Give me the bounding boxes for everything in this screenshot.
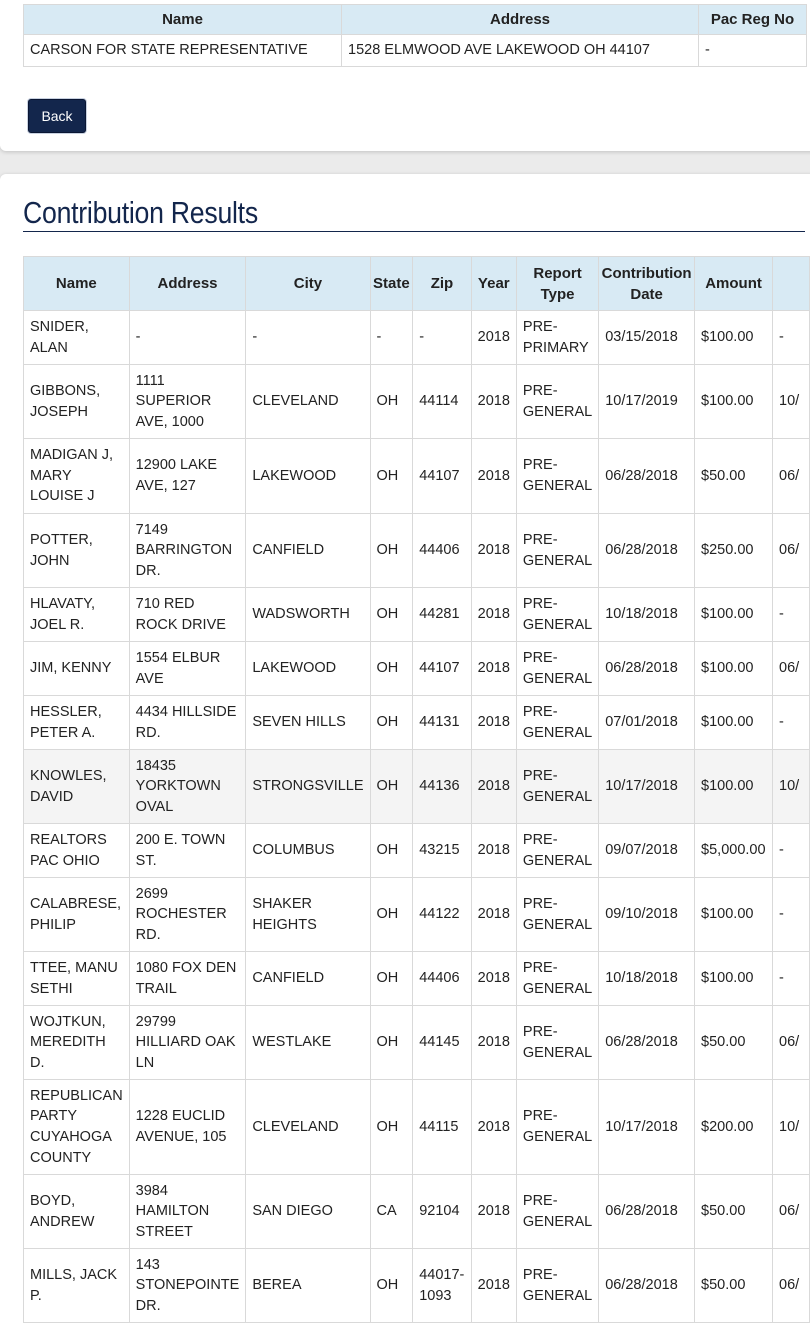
table-row [24, 311, 810, 365]
cell-address: 2699 ROCHESTER RD. [129, 878, 246, 952]
cell-amount: $50.00 [695, 1249, 773, 1323]
header-amount: Amount [695, 257, 773, 311]
cell-report-type: PRE-GENERAL [516, 642, 598, 696]
cell-name: CALABRESE, PHILIP [24, 878, 130, 952]
cell-date: 03/15/2018 [599, 311, 695, 365]
back-button[interactable]: Back [28, 99, 86, 133]
cell-zip: 44145 [413, 1006, 471, 1080]
cell-year: 2018 [471, 1006, 516, 1080]
table-row [24, 952, 810, 1006]
header-extra [773, 257, 810, 311]
cell-amount: $100.00 [695, 365, 773, 439]
table-row [24, 1006, 810, 1080]
cell-extra: - [773, 824, 810, 878]
cell-address: 1554 ELBUR AVE [129, 642, 246, 696]
cell-amount: $5,000.00 [695, 824, 773, 878]
cell-city: WADSWORTH [246, 588, 370, 642]
committee-address: 1528 ELMWOOD AVE LAKEWOOD OH 44107 [342, 35, 699, 67]
cell-report-type: PRE-GENERAL [516, 588, 598, 642]
header-address: Address [129, 257, 246, 311]
cell-report-type: PRE-GENERAL [516, 514, 598, 588]
cell-year: 2018 [471, 952, 516, 1006]
cell-year: 2018 [471, 311, 516, 365]
cell-zip: 44122 [413, 878, 471, 952]
cell-address: - [129, 311, 246, 365]
cell-name: MILLS, JACK P. [24, 1249, 130, 1323]
cell-state: OH [370, 439, 413, 514]
cell-report-type: PRE-GENERAL [516, 365, 598, 439]
cell-extra: 06/ [773, 514, 810, 588]
cell-state: OH [370, 952, 413, 1006]
header-city: City [246, 257, 370, 311]
cell-state: OH [370, 514, 413, 588]
cell-date: 10/18/2018 [599, 952, 695, 1006]
cell-amount: $100.00 [695, 311, 773, 365]
header-report-type: Report Type [516, 257, 598, 311]
cell-name: REALTORS PAC OHIO [24, 824, 130, 878]
cell-zip: 44406 [413, 514, 471, 588]
cell-state: OH [370, 642, 413, 696]
table-row [24, 1175, 810, 1249]
table-row [24, 365, 810, 439]
cell-city: SAN DIEGO [246, 1175, 370, 1249]
cell-extra: - [773, 696, 810, 750]
cell-zip: - [413, 311, 471, 365]
cell-city: CANFIELD [246, 952, 370, 1006]
table-row [24, 1249, 810, 1323]
cell-name: HLAVATY, JOEL R. [24, 588, 130, 642]
cell-city: LAKEWOOD [246, 642, 370, 696]
committee-header-row [24, 5, 807, 35]
cell-date: 10/17/2018 [599, 1080, 695, 1175]
cell-address: 143 STONEPOINTE DR. [129, 1249, 246, 1323]
table-row [24, 750, 810, 824]
cell-amount: $250.00 [695, 514, 773, 588]
cell-date: 06/28/2018 [599, 642, 695, 696]
cell-state: OH [370, 1006, 413, 1080]
cell-zip: 44136 [413, 750, 471, 824]
cell-extra: 06/ [773, 1175, 810, 1249]
cell-address: 710 RED ROCK DRIVE [129, 588, 246, 642]
cell-date: 06/28/2018 [599, 1006, 695, 1080]
cell-name: GIBBONS, JOSEPH [24, 365, 130, 439]
cell-report-type: PRE-PRIMARY [516, 311, 598, 365]
cell-city: CLEVELAND [246, 365, 370, 439]
cell-state: CA [370, 1175, 413, 1249]
cell-address: 3984 HAMILTON STREET [129, 1175, 246, 1249]
cell-city: CANFIELD [246, 514, 370, 588]
committee-header-pac-reg-no: Pac Reg No [699, 5, 807, 35]
committee-header-address: Address [342, 5, 699, 35]
cell-state: OH [370, 365, 413, 439]
cell-name: BOYD, ANDREW [24, 1175, 130, 1249]
header-state: State [370, 257, 413, 311]
cell-date: 07/01/2018 [599, 696, 695, 750]
cell-date: 09/10/2018 [599, 878, 695, 952]
cell-report-type: PRE-GENERAL [516, 878, 598, 952]
cell-state: OH [370, 824, 413, 878]
cell-name: REPUBLICAN PARTY CUYAHOGA COUNTY [24, 1080, 130, 1175]
cell-city: CLEVELAND [246, 1080, 370, 1175]
cell-date: 06/28/2018 [599, 439, 695, 514]
cell-address: 1228 EUCLID AVENUE, 105 [129, 1080, 246, 1175]
cell-city: COLUMBUS [246, 824, 370, 878]
cell-city: LAKEWOOD [246, 439, 370, 514]
cell-city: BEREA [246, 1249, 370, 1323]
cell-year: 2018 [471, 696, 516, 750]
table-row [24, 642, 810, 696]
cell-city: WESTLAKE [246, 1006, 370, 1080]
cell-extra: - [773, 952, 810, 1006]
cell-state: OH [370, 1249, 413, 1323]
committee-name: CARSON FOR STATE REPRESENTATIVE [24, 35, 342, 67]
table-row [24, 824, 810, 878]
cell-zip: 44115 [413, 1080, 471, 1175]
cell-name: TTEE, MANU SETHI [24, 952, 130, 1006]
cell-address: 29799 HILLIARD OAK LN [129, 1006, 246, 1080]
cell-date: 06/28/2018 [599, 1249, 695, 1323]
cell-date: 06/28/2018 [599, 514, 695, 588]
header-name: Name [24, 257, 130, 311]
cell-zip: 92104 [413, 1175, 471, 1249]
cell-extra: - [773, 311, 810, 365]
cell-year: 2018 [471, 588, 516, 642]
cell-zip: 44107 [413, 642, 471, 696]
cell-zip: 44107 [413, 439, 471, 514]
cell-date: 09/07/2018 [599, 824, 695, 878]
contribution-results-table [23, 256, 810, 1323]
cell-name: SNIDER, ALAN [24, 311, 130, 365]
cell-extra: 10/ [773, 365, 810, 439]
cell-extra: 06/ [773, 439, 810, 514]
cell-extra: 06/ [773, 642, 810, 696]
cell-amount: $100.00 [695, 750, 773, 824]
cell-address: 7149 BARRINGTON DR. [129, 514, 246, 588]
cell-date: 10/17/2019 [599, 365, 695, 439]
committee-row [24, 35, 807, 67]
cell-amount: $50.00 [695, 1006, 773, 1080]
cell-report-type: PRE-GENERAL [516, 1006, 598, 1080]
cell-report-type: PRE-GENERAL [516, 696, 598, 750]
cell-name: KNOWLES, DAVID [24, 750, 130, 824]
cell-report-type: PRE-GENERAL [516, 824, 598, 878]
cell-name: POTTER, JOHN [24, 514, 130, 588]
cell-amount: $50.00 [695, 1175, 773, 1249]
cell-city: SHAKER HEIGHTS [246, 878, 370, 952]
cell-extra: - [773, 878, 810, 952]
cell-year: 2018 [471, 365, 516, 439]
cell-date: 10/17/2018 [599, 750, 695, 824]
cell-address: 12900 LAKE AVE, 127 [129, 439, 246, 514]
header-zip: Zip [413, 257, 471, 311]
results-body [24, 311, 810, 1323]
cell-date: 10/18/2018 [599, 588, 695, 642]
cell-state: OH [370, 588, 413, 642]
cell-report-type: PRE-GENERAL [516, 1080, 598, 1175]
cell-state: OH [370, 696, 413, 750]
cell-extra: 06/ [773, 1249, 810, 1323]
cell-zip: 43215 [413, 824, 471, 878]
table-row [24, 1080, 810, 1175]
page-title: Contribution Results [23, 195, 258, 230]
cell-amount: $50.00 [695, 439, 773, 514]
cell-address: 4434 HILLSIDE RD. [129, 696, 246, 750]
cell-state: OH [370, 1080, 413, 1175]
table-row [24, 696, 810, 750]
cell-amount: $100.00 [695, 642, 773, 696]
cell-year: 2018 [471, 1080, 516, 1175]
cell-amount: $100.00 [695, 952, 773, 1006]
cell-report-type: PRE-GENERAL [516, 439, 598, 514]
cell-year: 2018 [471, 1249, 516, 1323]
cell-amount: $100.00 [695, 588, 773, 642]
cell-state: OH [370, 878, 413, 952]
cell-name: WOJTKUN, MEREDITH D. [24, 1006, 130, 1080]
committee-header-name: Name [24, 5, 342, 35]
header-contribution-date: Contribution Date [599, 257, 695, 311]
cell-year: 2018 [471, 750, 516, 824]
cell-zip: 44406 [413, 952, 471, 1006]
cell-address: 200 E. TOWN ST. [129, 824, 246, 878]
cell-year: 2018 [471, 514, 516, 588]
cell-name: JIM, KENNY [24, 642, 130, 696]
cell-extra: 10/ [773, 750, 810, 824]
cell-amount: $100.00 [695, 878, 773, 952]
cell-year: 2018 [471, 439, 516, 514]
cell-state: - [370, 311, 413, 365]
cell-zip: 44131 [413, 696, 471, 750]
cell-year: 2018 [471, 642, 516, 696]
cell-address: 1080 FOX DEN TRAIL [129, 952, 246, 1006]
cell-year: 2018 [471, 824, 516, 878]
table-row [24, 588, 810, 642]
cell-year: 2018 [471, 878, 516, 952]
cell-city: STRONGSVILLE [246, 750, 370, 824]
cell-address: 18435 YORKTOWN OVAL [129, 750, 246, 824]
table-row [24, 878, 810, 952]
cell-extra: - [773, 588, 810, 642]
cell-date: 06/28/2018 [599, 1175, 695, 1249]
cell-report-type: PRE-GENERAL [516, 1175, 598, 1249]
table-row [24, 439, 810, 514]
cell-report-type: PRE-GENERAL [516, 952, 598, 1006]
cell-amount: $200.00 [695, 1080, 773, 1175]
cell-city: SEVEN HILLS [246, 696, 370, 750]
results-header-row [24, 257, 810, 311]
table-row [24, 514, 810, 588]
cell-zip: 44281 [413, 588, 471, 642]
cell-zip: 44114 [413, 365, 471, 439]
cell-state: OH [370, 750, 413, 824]
cell-zip: 44017-1093 [413, 1249, 471, 1323]
committee-pac-reg-no: - [699, 35, 807, 67]
cell-amount: $100.00 [695, 696, 773, 750]
title-divider [23, 231, 805, 232]
cell-report-type: PRE-GENERAL [516, 1249, 598, 1323]
cell-name: HESSLER, PETER A. [24, 696, 130, 750]
cell-report-type: PRE-GENERAL [516, 750, 598, 824]
cell-name: MADIGAN J, MARY LOUISE J [24, 439, 130, 514]
cell-year: 2018 [471, 1175, 516, 1249]
cell-extra: 10/ [773, 1080, 810, 1175]
header-year: Year [471, 257, 516, 311]
cell-city: - [246, 311, 370, 365]
cell-extra: 06/ [773, 1006, 810, 1080]
committee-table [23, 4, 807, 67]
cell-address: 1111 SUPERIOR AVE, 1000 [129, 365, 246, 439]
